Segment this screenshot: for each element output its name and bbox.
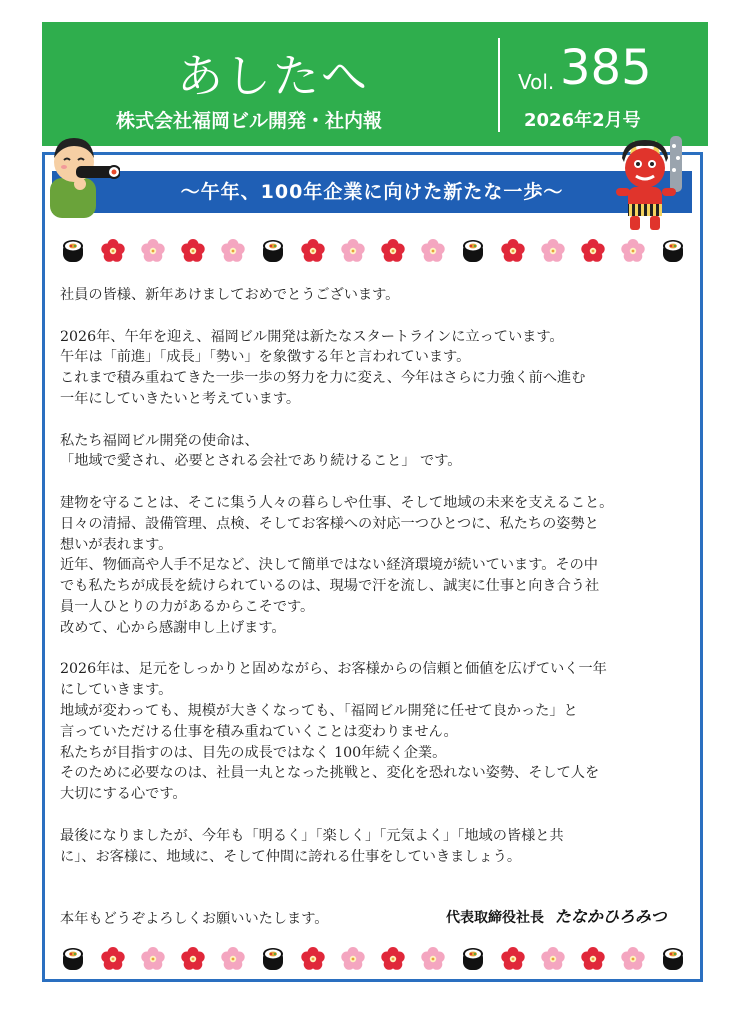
boy-eating-ehomaki-illustration	[40, 126, 120, 218]
red-oni-with-club-illustration	[608, 132, 698, 232]
body-line: 建物を守ることは、そこに集う人々の暮らしや仕事、そして地域の未来を支えること。	[60, 494, 614, 511]
body-line: 本年もどうぞよろしくお願いいたします。	[60, 910, 329, 927]
issue-date: 2026年2月号	[524, 110, 641, 131]
red-plum-blossom-icon	[98, 944, 128, 974]
blank-line	[60, 410, 702, 431]
blank-line	[60, 867, 702, 888]
ehomaki-icon	[458, 236, 488, 266]
body-line: そのために必要なのは、社員一丸となった挑戦と、変化を恐れない姿勢、そして人を	[60, 765, 600, 782]
body-line: 地域が変わっても、規模が大きくなっても、「福岡ビル開発に任せて良かった」と	[60, 702, 578, 719]
body-line: 午年は「前進」「成長」「勢い」を象徴する年と言われています。	[60, 349, 471, 366]
red-plum-blossom-icon	[498, 236, 528, 266]
body-line: 改めて、心から感謝申し上げます。	[60, 619, 286, 636]
body-line: 私たちが目指すのは、目先の成長ではなく 100年続く企業。	[60, 744, 447, 761]
red-plum-blossom-icon	[178, 236, 208, 266]
headline-banner	[52, 171, 692, 213]
body-line: にしていきます。	[60, 682, 173, 699]
pink-plum-blossom-icon	[338, 944, 368, 974]
red-plum-blossom-icon	[578, 236, 608, 266]
ehomaki-icon	[58, 944, 88, 974]
body-line: 社員の皆様、新年あけましておめでとうございます。	[60, 287, 400, 303]
blank-line	[60, 805, 702, 826]
header-divider	[498, 38, 500, 132]
pink-plum-blossom-icon	[138, 944, 168, 974]
decorative-border-bottom	[58, 944, 688, 974]
body-line: でも私たちが成長を続けられているのは、現場で汗を流し、誠実に仕事と向き合う社	[60, 578, 600, 595]
pink-plum-blossom-icon	[618, 944, 648, 974]
ehomaki-icon	[658, 236, 688, 266]
ehomaki-icon	[458, 944, 488, 974]
headline-text: ～午年、100年企業に向けた新たな一歩～	[180, 181, 564, 203]
body-line: 大切にする心です。	[60, 786, 187, 803]
red-plum-blossom-icon	[378, 236, 408, 266]
volume-number: 385	[560, 40, 652, 96]
signature-role: 代表取締役社長	[446, 910, 544, 926]
body-line: 私たち福岡ビル開発の使命は、	[60, 432, 259, 449]
ehomaki-icon	[58, 236, 88, 266]
body-line: 2026年は、足元をしっかりと固めながら、お客様からの信頼と価値を広げていく一年	[60, 661, 607, 678]
body-line: に」、お客様に、地域に、そして仲間に誇れる仕事をしていきましょう。	[60, 848, 522, 865]
body-line: 想いが表れます。	[60, 536, 173, 553]
newsletter-title: あしたへ	[177, 49, 369, 103]
body-line: 日々の清掃、設備管理、点検、そしてお客様への対応一つひとつに、私たちの姿勢と	[60, 515, 599, 532]
body-line: 最後になりましたが、今年も「明るく」「楽しく」「元気よく」「地域の皆様と共	[60, 827, 564, 844]
ehomaki-icon	[258, 944, 288, 974]
ehomaki-icon	[258, 236, 288, 266]
pink-plum-blossom-icon	[618, 236, 648, 266]
message-body	[60, 285, 702, 930]
body-line: 員一人ひとりの力があるからこそです。	[60, 598, 315, 615]
decorative-border-top	[58, 236, 688, 266]
pink-plum-blossom-icon	[538, 944, 568, 974]
signature-name: たなかひろみつ	[554, 907, 667, 926]
signature	[446, 904, 667, 927]
blank-line	[60, 639, 702, 660]
pink-plum-blossom-icon	[218, 236, 248, 266]
pink-plum-blossom-icon	[418, 944, 448, 974]
body-line: 一年にしていきたいと考えています。	[60, 390, 301, 407]
pink-plum-blossom-icon	[338, 236, 368, 266]
red-plum-blossom-icon	[298, 236, 328, 266]
body-line: これまで積み重ねてきた一歩一歩の努力を力に変え、今年はさらに力強く前へ進む	[60, 370, 586, 387]
pink-plum-blossom-icon	[138, 236, 168, 266]
newsletter-header	[42, 22, 708, 146]
red-plum-blossom-icon	[578, 944, 608, 974]
blank-line	[60, 306, 702, 327]
pink-plum-blossom-icon	[218, 944, 248, 974]
red-plum-blossom-icon	[178, 944, 208, 974]
pink-plum-blossom-icon	[538, 236, 568, 266]
red-plum-blossom-icon	[498, 944, 528, 974]
body-line: 「地域で愛され、必要とされる会社であり続けること」 です。	[60, 453, 462, 470]
red-plum-blossom-icon	[98, 236, 128, 266]
ehomaki-icon	[658, 944, 688, 974]
newsletter-subtitle: 株式会社福岡ビル開発・社内報	[116, 110, 383, 132]
pink-plum-blossom-icon	[418, 236, 448, 266]
volume-label: Vol.	[518, 70, 555, 94]
body-line: 近年、物価高や人手不足など、決して簡単ではない経済環境が続いています。その中	[60, 557, 598, 574]
blank-line	[60, 472, 702, 493]
red-plum-blossom-icon	[298, 944, 328, 974]
body-line: 言っていただける仕事を積み重ねていくことは変わりません。	[60, 723, 458, 740]
body-line: 2026年、午年を迎え、福岡ビル開発は新たなスタートラインに立っています。	[60, 328, 564, 345]
red-plum-blossom-icon	[378, 944, 408, 974]
